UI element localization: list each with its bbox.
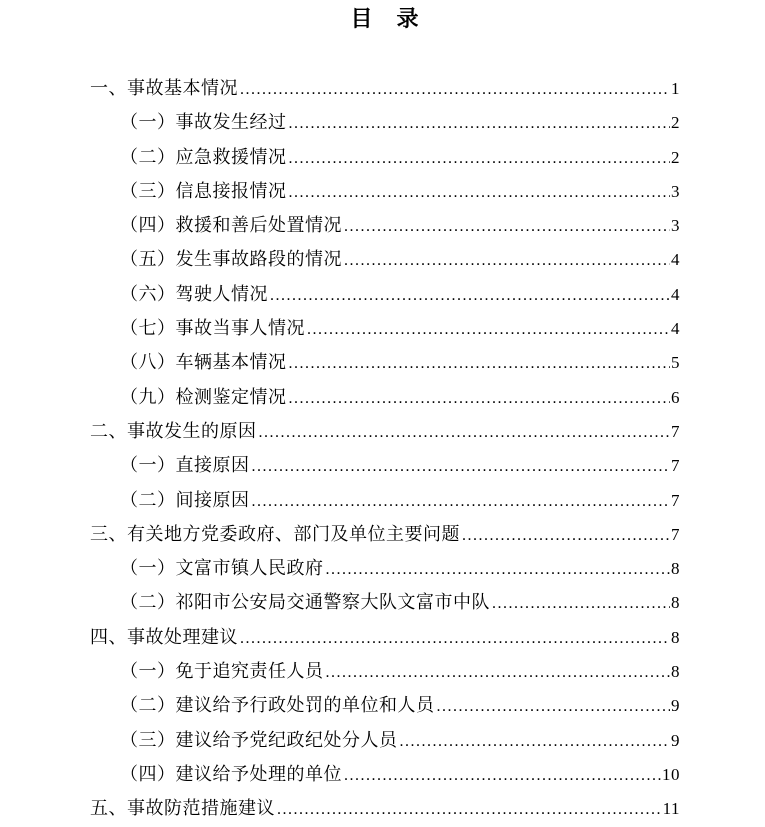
toc-leader-dots	[344, 759, 661, 792]
toc-leader-dots	[289, 142, 671, 175]
toc-entry	[90, 72, 680, 106]
toc-entry-page: 2	[671, 147, 680, 167]
toc-leader-dots	[277, 793, 662, 826]
toc-leader-dots	[400, 725, 671, 758]
toc-entry-label: 三、有关地方党委政府、部门及单位主要问题	[90, 523, 460, 544]
toc-leader-dots	[326, 656, 671, 689]
toc-entry-label: （二）间接原因	[120, 489, 250, 510]
toc-entry-page: 11	[662, 799, 680, 819]
toc-leader-dots	[252, 485, 671, 518]
toc-leader-dots	[270, 279, 670, 312]
toc-leader-dots	[326, 553, 671, 586]
toc-entry-page: 3	[671, 181, 680, 201]
toc-entry-page: 7	[671, 490, 680, 510]
toc-leader-dots	[240, 622, 670, 655]
toc-entry-page: 6	[671, 387, 680, 407]
toc-entry	[90, 312, 680, 346]
toc-entry-page: 7	[671, 421, 680, 441]
toc-leader-dots	[289, 107, 671, 140]
toc-entry	[90, 106, 680, 140]
toc-leader-dots	[462, 519, 670, 552]
toc-entry-label: （四）建议给予处理的单位	[120, 763, 342, 784]
toc-entry-page: 4	[671, 319, 680, 339]
toc-entry	[90, 792, 680, 826]
toc-entry-page: 9	[671, 730, 680, 750]
toc-entry-label: （二）祁阳市公安局交通警察大队文富市中队	[120, 592, 490, 613]
page-title: 目 录	[350, 6, 420, 31]
toc-entry	[90, 724, 680, 758]
toc-entry	[90, 655, 680, 689]
toc-entry-label: （九）检测鉴定情况	[120, 386, 287, 407]
toc-entry	[90, 449, 680, 483]
toc-entry	[90, 381, 680, 415]
toc-entry-label: （一）免于追究责任人员	[120, 661, 324, 682]
toc-entry-page: 8	[671, 627, 680, 647]
toc-entry-page: 5	[671, 353, 680, 373]
toc-leader-dots	[289, 176, 671, 209]
toc-entry-page: 9	[671, 696, 680, 716]
toc-leader-dots	[252, 450, 671, 483]
toc-leader-dots	[307, 313, 670, 346]
toc-entry	[90, 518, 680, 552]
toc-entry-label: （四）救援和善后处置情况	[120, 215, 342, 236]
toc-entry	[90, 484, 680, 518]
toc-entry-page: 3	[671, 216, 680, 236]
toc-leader-dots	[240, 73, 670, 106]
toc-entry-label: 二、事故发生的原因	[90, 420, 257, 441]
toc-entry	[90, 415, 680, 449]
toc-entry-label: （二）应急救援情况	[120, 146, 287, 167]
toc-leader-dots	[437, 690, 671, 723]
toc-entry-label: 一、事故基本情况	[90, 78, 238, 98]
toc-entry-label: （五）发生事故路段的情况	[120, 249, 342, 270]
toc-leader-dots	[344, 244, 670, 277]
toc-entry	[90, 175, 680, 209]
toc-entry-page: 7	[671, 524, 680, 544]
toc-entry-label: （七）事故当事人情况	[120, 318, 305, 339]
toc-entry	[90, 278, 680, 312]
toc-entry	[90, 243, 680, 277]
toc-entry	[90, 346, 680, 380]
toc-entry-page: 2	[671, 113, 680, 133]
toc-leader-dots	[492, 587, 670, 620]
toc-entry-page: 4	[671, 250, 680, 270]
toc-leader-dots	[289, 382, 671, 415]
toc-list	[90, 72, 680, 827]
toc-entry	[90, 586, 680, 620]
toc-entry-label: （一）直接原因	[120, 455, 250, 476]
toc-leader-dots	[344, 210, 670, 243]
toc-entry-label: （一）事故发生经过	[120, 112, 287, 133]
toc-entry-label: （八）车辆基本情况	[120, 352, 287, 373]
toc-entry	[90, 141, 680, 175]
toc-entry-label: （三）建议给予党纪政纪处分人员	[120, 729, 398, 750]
toc-entry-page: 8	[671, 662, 680, 682]
toc-leader-dots	[259, 416, 671, 449]
toc-leader-dots	[289, 347, 671, 380]
toc-entry	[90, 758, 680, 792]
toc-entry-label: （二）建议给予行政处罚的单位和人员	[120, 695, 435, 716]
toc-entry-label: （三）信息接报情况	[120, 180, 287, 201]
toc-entry	[90, 209, 680, 243]
toc-entry-page: 4	[671, 284, 680, 304]
toc-entry-page: 8	[671, 593, 680, 613]
toc-entry-page: 1	[671, 79, 680, 98]
toc-entry-label: （六）驾驶人情况	[120, 283, 268, 304]
toc-entry-page: 7	[671, 456, 680, 476]
toc-entry-label: 五、事故防范措施建议	[90, 798, 275, 819]
toc-entry-label: （一）文富市镇人民政府	[120, 558, 324, 579]
toc-entry-page: 10	[662, 764, 680, 784]
toc-entry	[90, 552, 680, 586]
toc-entry	[90, 689, 680, 723]
toc-entry-page: 8	[671, 559, 680, 579]
toc-entry	[90, 621, 680, 655]
toc-entry-label: 四、事故处理建议	[90, 626, 238, 647]
